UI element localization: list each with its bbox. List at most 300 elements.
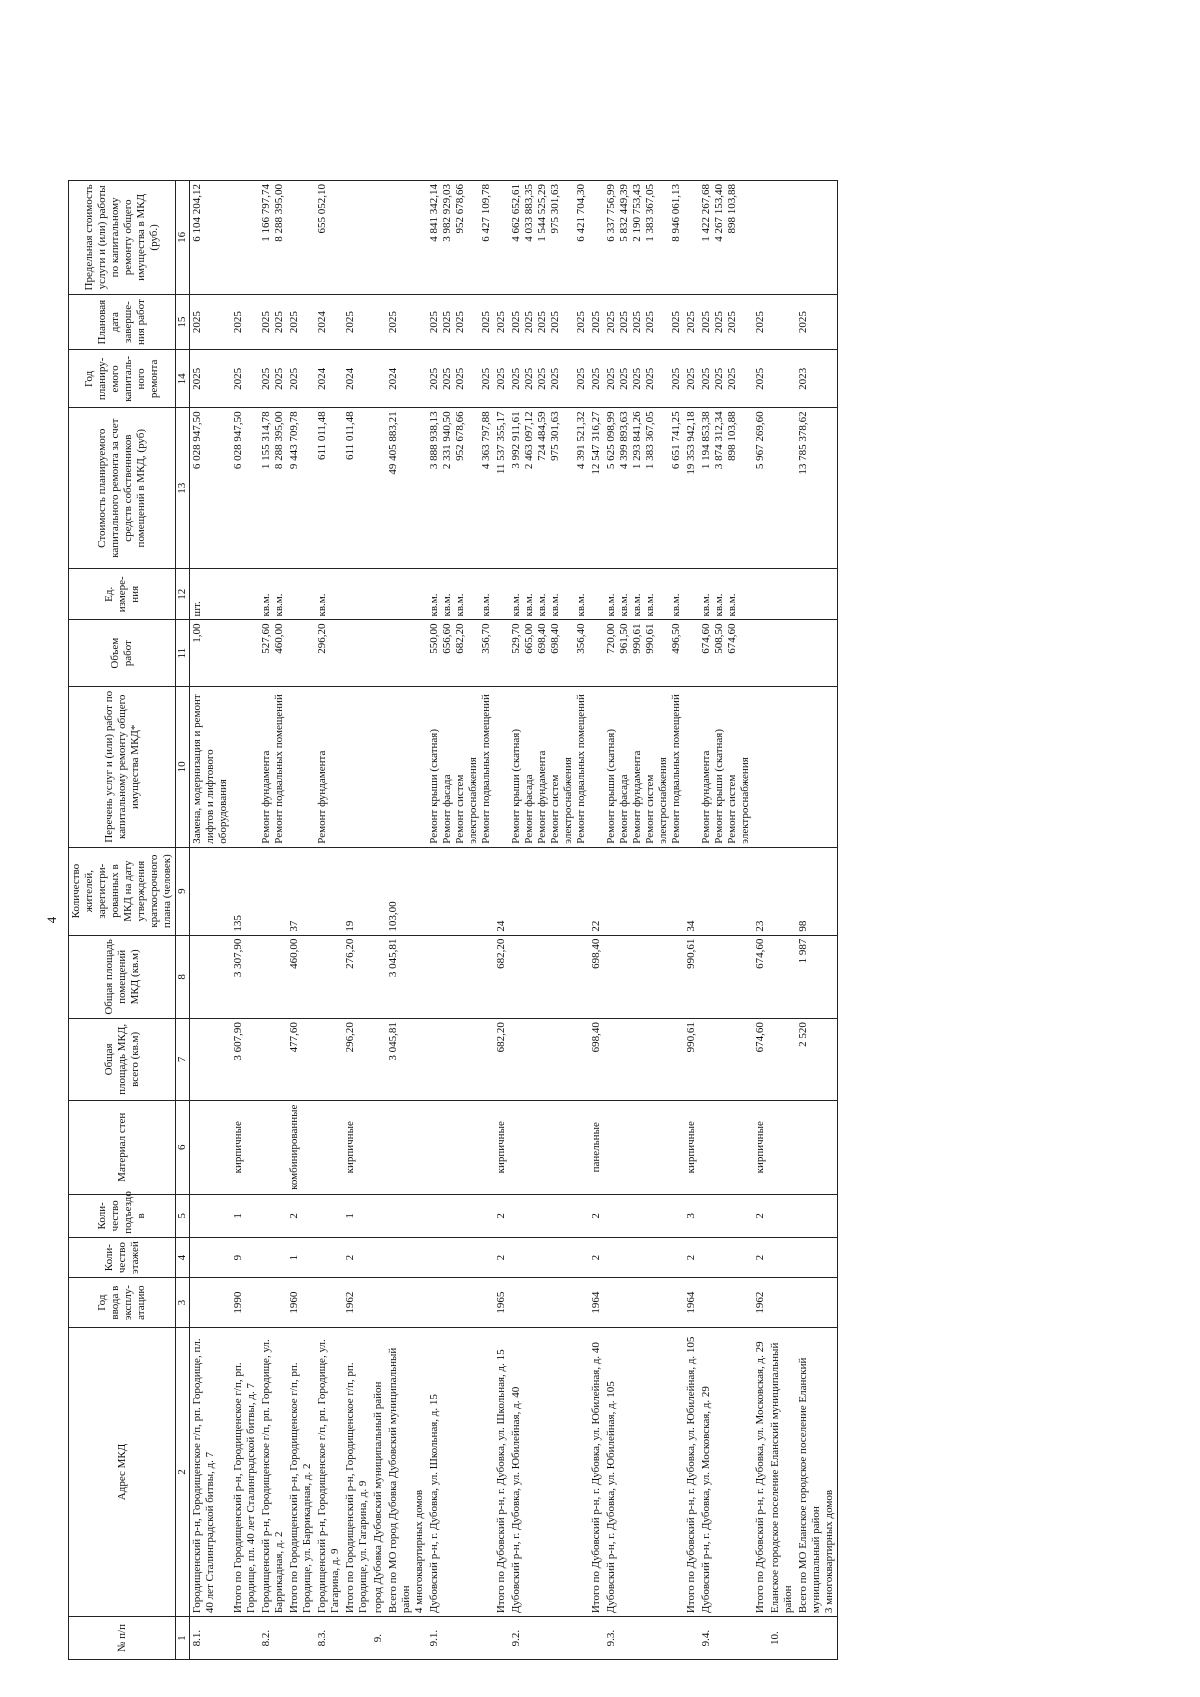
limit-cost-cell: 4 841 342,14 3 982 929,03 952 678,66 6 427 109,78: [427, 181, 494, 295]
end-date-cell: 2025: [796, 294, 838, 350]
column-number: 13: [176, 408, 190, 569]
residents-cell: [509, 847, 589, 935]
plan-year-cell: 2025: [494, 350, 509, 408]
floors-cell: [427, 1237, 494, 1278]
address-cell: Итого по Городищенский р-н, Городищенское г/п, рп. Городище, ул. Баррикадная, д. 2: [287, 1327, 315, 1616]
works-list-cell: Ремонт фундамента Ремонт подвальных помещений: [259, 686, 287, 847]
address-cell: Дубовский р-н, г. Дубовка, ул. Школьная, д. 15: [427, 1327, 494, 1616]
planned-cost-cell: 5 967 269,60: [753, 408, 768, 569]
premises-area-cell: 1 987: [796, 935, 838, 1019]
header-cell: Адрес МКД: [69, 1327, 176, 1616]
row-number: 8.2.: [259, 1617, 287, 1660]
entrances-cell: 1: [343, 1194, 371, 1237]
works-list-cell: [684, 686, 699, 847]
row-number: 9.: [371, 1617, 386, 1660]
header-cell: Материал стен: [69, 1100, 176, 1194]
work-volume-cell: [589, 620, 604, 686]
address-cell: Итого по Дубовский р-н, г. Дубовка, ул. Юбилейная, д. 40: [589, 1327, 604, 1616]
unit-cell: шт.: [190, 569, 232, 620]
unit-cell: [796, 569, 838, 620]
year-cell: [427, 1278, 494, 1327]
column-number: 16: [176, 181, 190, 295]
works-list-cell: [589, 686, 604, 847]
header-cell: Коли-чество этажей: [69, 1237, 176, 1278]
entrances-cell: 2: [494, 1194, 509, 1237]
limit-cost-cell: 6 104 204,12: [190, 181, 232, 295]
column-number: 8: [176, 935, 190, 1019]
total-area-cell: 990,61: [684, 1019, 699, 1100]
total-area-cell: 674,60: [753, 1019, 768, 1100]
work-volume-cell: [753, 620, 768, 686]
row-number: 9.1.: [427, 1617, 494, 1660]
row-number: [231, 1617, 259, 1660]
table-row: [343, 181, 371, 1660]
planned-cost-cell: 1 194 853,38 3 874 312,34 898 103,88: [699, 408, 753, 569]
residents-cell: 23: [753, 847, 768, 935]
floors-cell: [315, 1237, 343, 1278]
address-cell: Еланское городское поселение Еланский муниципальный район: [768, 1327, 796, 1616]
header-cell: Плановая дата заверше-ния работ: [69, 294, 176, 350]
column-number: 5: [176, 1194, 190, 1237]
plan-year-cell: 2025 2025 2025: [699, 350, 753, 408]
work-volume-cell: [343, 620, 371, 686]
header-row: [69, 181, 176, 1660]
plan-year-cell: 2024: [386, 350, 427, 408]
limit-cost-cell: 1 166 797,74 8 288 395,00: [259, 181, 287, 295]
address-cell: Дубовский р-н, г. Дубовка, ул. Юбилейная, д. 105: [604, 1327, 684, 1616]
unit-cell: [589, 569, 604, 620]
end-date-cell: 2025 2025 2025 2025 2025: [604, 294, 684, 350]
total-area-cell: [509, 1019, 589, 1100]
works-list-cell: Ремонт крыши (скатная) Ремонт фасада Ремонт систем электроснабжения Ремонт подвальных помещений: [427, 686, 494, 847]
entrances-cell: [371, 1194, 386, 1237]
plan-year-cell: 2024: [315, 350, 343, 408]
wall-material-cell: [699, 1100, 753, 1194]
limit-cost-cell: [287, 181, 315, 295]
floors-cell: [259, 1237, 287, 1278]
floors-cell: [386, 1237, 427, 1278]
table-row: [386, 181, 427, 1660]
total-area-cell: [315, 1019, 343, 1100]
limit-cost-cell: [768, 181, 796, 295]
work-volume-cell: [287, 620, 315, 686]
residents-cell: [699, 847, 753, 935]
entrances-cell: [699, 1194, 753, 1237]
residents-cell: [190, 847, 232, 935]
row-number: [796, 1617, 838, 1660]
address-cell: Всего по МО Еланское городское поселение Еланский муниципальный район 3 многоквартирных домов: [796, 1327, 838, 1616]
year-cell: [315, 1278, 343, 1327]
wall-material-cell: кирпичные: [684, 1100, 699, 1194]
year-cell: [259, 1278, 287, 1327]
entrances-cell: [386, 1194, 427, 1237]
residents-cell: 135: [231, 847, 259, 935]
wall-material-cell: [768, 1100, 796, 1194]
residents-cell: 22: [589, 847, 604, 935]
row-number: 10.: [768, 1617, 796, 1660]
column-number: 14: [176, 350, 190, 408]
residents-cell: 34: [684, 847, 699, 935]
limit-cost-cell: [231, 181, 259, 295]
entrances-cell: 2: [287, 1194, 315, 1237]
works-list-cell: Ремонт крыши (скатная) Ремонт фасада Ремонт фундамента Ремонт систем электроснабжения Ремонт подвальных помещений: [509, 686, 589, 847]
end-date-cell: 2025 2025: [259, 294, 287, 350]
wall-material-cell: кирпичные: [494, 1100, 509, 1194]
header-cell: Год планиру-емого капиталь-ного ремонта: [69, 350, 176, 408]
row-number: [684, 1617, 699, 1660]
end-date-cell: 2025: [386, 294, 427, 350]
premises-area-cell: [604, 935, 684, 1019]
floors-cell: [604, 1237, 684, 1278]
unit-cell: кв.м.: [315, 569, 343, 620]
end-date-cell: 2025 2025 2025 2025 2025: [509, 294, 589, 350]
limit-cost-cell: 1 422 267,68 4 267 153,40 898 103,88: [699, 181, 753, 295]
unit-cell: кв.м. кв.м. кв.м.: [699, 569, 753, 620]
table-row: [315, 181, 343, 1660]
works-list-cell: Ремонт фундамента: [315, 686, 343, 847]
unit-cell: кв.м. кв.м. кв.м. кв.м.: [427, 569, 494, 620]
residents-cell: [427, 847, 494, 935]
plan-year-cell: 2025 2025 2025 2025: [427, 350, 494, 408]
work-volume-cell: [386, 620, 427, 686]
planned-cost-cell: 3 888 938,13 2 331 940,50 952 678,66 4 363 797,88: [427, 408, 494, 569]
year-cell: [386, 1278, 427, 1327]
planned-cost-cell: 611 011,48: [343, 408, 371, 569]
table-row: [427, 181, 494, 1660]
planned-cost-cell: 5 625 098,99 4 399 893,63 1 293 841,26 1 383 367,05 6 651 741,25: [604, 408, 684, 569]
entrances-cell: 1: [231, 1194, 259, 1237]
year-cell: 1965: [494, 1278, 509, 1327]
premises-area-cell: [190, 935, 232, 1019]
end-date-cell: 2025: [684, 294, 699, 350]
works-list-cell: [371, 686, 386, 847]
floors-cell: 9: [231, 1237, 259, 1278]
planned-cost-cell: 19 353 942,18: [684, 408, 699, 569]
works-list-cell: [231, 686, 259, 847]
end-date-cell: [371, 294, 386, 350]
table-row: [768, 181, 796, 1660]
header-cell: Ед. измере-ния: [69, 569, 176, 620]
total-area-cell: 682,20: [494, 1019, 509, 1100]
row-number: 8.3.: [315, 1617, 343, 1660]
works-list-cell: [768, 686, 796, 847]
limit-cost-cell: [386, 181, 427, 295]
table-row: [604, 181, 684, 1660]
residents-cell: [259, 847, 287, 935]
end-date-cell: 2025 2025 2025 2025: [427, 294, 494, 350]
work-volume-cell: 296,20: [315, 620, 343, 686]
plan-year-cell: 2025 2025: [259, 350, 287, 408]
total-area-cell: 3 607,90: [231, 1019, 259, 1100]
work-volume-cell: [371, 620, 386, 686]
column-number: 10: [176, 686, 190, 847]
table-row: [494, 181, 509, 1660]
address-cell: Итого по Дубовский р-н, г. Дубовка, ул. Юбилейная, д. 105: [684, 1327, 699, 1616]
work-volume-cell: 550,00 656,60 682,20 356,70: [427, 620, 494, 686]
wall-material-cell: кирпичные: [753, 1100, 768, 1194]
entrances-cell: [604, 1194, 684, 1237]
plan-year-cell: 2025 2025 2025 2025 2025: [604, 350, 684, 408]
residents-cell: [768, 847, 796, 935]
table-row: [699, 181, 753, 1660]
premises-area-cell: [371, 935, 386, 1019]
planned-cost-cell: 6 028 947,50: [231, 408, 259, 569]
plan-year-cell: 2025: [231, 350, 259, 408]
entrances-cell: 2: [753, 1194, 768, 1237]
works-list-cell: Замена, модернизация и ремонт лифтов и лифтового оборудования: [190, 686, 232, 847]
row-number: 8.1.: [190, 1617, 232, 1660]
row-number: [343, 1617, 371, 1660]
premises-area-cell: 276,20: [343, 935, 371, 1019]
premises-area-cell: [509, 935, 589, 1019]
address-cell: Дубовский р-н, г. Дубовка, ул. Юбилейная, д. 40: [509, 1327, 589, 1616]
works-list-cell: [287, 686, 315, 847]
wall-material-cell: [371, 1100, 386, 1194]
limit-cost-cell: [796, 181, 838, 295]
header-cell: Предельная стоимость услуги и (или) работы по капитальному ремонту общего имущества в МКД (руб.): [69, 181, 176, 295]
column-number: 6: [176, 1100, 190, 1194]
premises-area-cell: [259, 935, 287, 1019]
planned-cost-cell: 12 547 316,27: [589, 408, 604, 569]
entrances-cell: [190, 1194, 232, 1237]
plan-year-cell: 2025: [589, 350, 604, 408]
table-row: [796, 181, 838, 1660]
planned-cost-cell: 9 443 709,78: [287, 408, 315, 569]
address-cell: Итого по Дубовский р-н, г. Дубовка, ул. Школьная, д. 15: [494, 1327, 509, 1616]
unit-cell: кв.м. кв.м.: [259, 569, 287, 620]
entrances-cell: [796, 1194, 838, 1237]
entrances-cell: [427, 1194, 494, 1237]
floors-cell: 2: [589, 1237, 604, 1278]
floors-cell: [796, 1237, 838, 1278]
premises-area-cell: [768, 935, 796, 1019]
plan-year-cell: 2025 2025 2025 2025 2025: [509, 350, 589, 408]
wall-material-cell: кирпичные: [231, 1100, 259, 1194]
entrances-cell: [259, 1194, 287, 1237]
table-row: [190, 181, 232, 1660]
premises-area-cell: 698,40: [589, 935, 604, 1019]
wall-material-cell: [796, 1100, 838, 1194]
residents-cell: 19: [343, 847, 371, 935]
entrances-cell: [315, 1194, 343, 1237]
address-cell: Дубовский р-н, г. Дубовка, ул. Московская, д. 29: [699, 1327, 753, 1616]
work-volume-cell: 720,00 961,50 990,61 990,61 496,50: [604, 620, 684, 686]
works-list-cell: [796, 686, 838, 847]
works-list-cell: Ремонт крыши (скатная) Ремонт фасада Ремонт фундамента Ремонт систем электроснабжения Ремонт подвальных помещений: [604, 686, 684, 847]
address-cell: Всего по МО город Дубовка Дубовский муниципальный район 4 многоквартирных домов: [386, 1327, 427, 1616]
header-cell: Общая площадь помещений МКД (кв.м): [69, 935, 176, 1019]
total-area-cell: [371, 1019, 386, 1100]
residents-cell: [371, 847, 386, 935]
plan-year-cell: 2025: [190, 350, 232, 408]
year-cell: 1964: [589, 1278, 604, 1327]
row-number: [494, 1617, 509, 1660]
table-row: [287, 181, 315, 1660]
premises-area-cell: 3 307,90: [231, 935, 259, 1019]
year-cell: [699, 1278, 753, 1327]
end-date-cell: 2025: [190, 294, 232, 350]
work-volume-cell: [494, 620, 509, 686]
work-volume-cell: [684, 620, 699, 686]
total-area-cell: [699, 1019, 753, 1100]
address-cell: Городищенский р-н, Городищенское г/п, рп. Городище, ул. Баррикадная, д. 2: [259, 1327, 287, 1616]
work-volume-cell: 1,00: [190, 620, 232, 686]
column-number: 15: [176, 294, 190, 350]
end-date-cell: 2025: [753, 294, 768, 350]
column-number: 2: [176, 1327, 190, 1616]
floors-cell: [699, 1237, 753, 1278]
end-date-cell: 2024: [315, 294, 343, 350]
total-area-cell: 477,60: [287, 1019, 315, 1100]
plan-year-cell: 2025: [287, 350, 315, 408]
header-cell: Перечень услуг и (или) работ по капитальному ремонту общего имущества МКД*: [69, 686, 176, 847]
header-cell: Стоимость планируемого капитального ремонта за счет средств собственников помещений в МКД, (руб): [69, 408, 176, 569]
residents-cell: 98: [796, 847, 838, 935]
residents-cell: [604, 847, 684, 935]
address-cell: Итого по Дубовский р-н, г. Дубовка, ул. Московская, д. 29: [753, 1327, 768, 1616]
floors-cell: 2: [343, 1237, 371, 1278]
works-list-cell: [753, 686, 768, 847]
wall-material-cell: комбинированные: [287, 1100, 315, 1194]
year-cell: [796, 1278, 838, 1327]
row-number: 9.4.: [699, 1617, 753, 1660]
work-volume-cell: [231, 620, 259, 686]
work-volume-cell: [768, 620, 796, 686]
unit-cell: [371, 569, 386, 620]
total-area-cell: 698,40: [589, 1019, 604, 1100]
row-number: 9.2.: [509, 1617, 589, 1660]
year-cell: 1964: [684, 1278, 699, 1327]
floors-cell: 2: [684, 1237, 699, 1278]
column-number: 1: [176, 1617, 190, 1660]
wall-material-cell: [259, 1100, 287, 1194]
limit-cost-cell: [684, 181, 699, 295]
floors-cell: [371, 1237, 386, 1278]
year-cell: 1962: [753, 1278, 768, 1327]
row-number: 9.3.: [604, 1617, 684, 1660]
column-number: 4: [176, 1237, 190, 1278]
end-date-cell: 2025: [589, 294, 604, 350]
limit-cost-cell: [753, 181, 768, 295]
end-date-cell: 2025: [287, 294, 315, 350]
unit-cell: кв.м. кв.м. кв.м. кв.м. кв.м.: [604, 569, 684, 620]
total-area-cell: [604, 1019, 684, 1100]
work-volume-cell: 529,70 665,00 698,40 698,40 356,40: [509, 620, 589, 686]
wall-material-cell: кирпичные: [343, 1100, 371, 1194]
planned-cost-cell: [371, 408, 386, 569]
address-cell: Городищенский р-н, Городищенское г/п, рп. Городище, пл. 40 лет Сталинградской битвы, д. 7: [190, 1327, 232, 1616]
year-cell: [371, 1278, 386, 1327]
plan-year-cell: 2025: [753, 350, 768, 408]
end-date-cell: 2025 2025 2025: [699, 294, 753, 350]
year-cell: [190, 1278, 232, 1327]
document-page: [40, 180, 1090, 1660]
unit-cell: [768, 569, 796, 620]
column-number: 12: [176, 569, 190, 620]
floors-cell: 1: [287, 1237, 315, 1278]
total-area-cell: [427, 1019, 494, 1100]
column-number: 11: [176, 620, 190, 686]
table-row: [371, 181, 386, 1660]
planned-cost-cell: 3 992 911,61 2 463 097,12 724 484,59 975 301,63 4 391 521,32: [509, 408, 589, 569]
floors-cell: [190, 1237, 232, 1278]
unit-cell: [494, 569, 509, 620]
works-list-cell: Ремонт фундамента Ремонт крыши (скатная) Ремонт систем электроснабжения: [699, 686, 753, 847]
unit-cell: [231, 569, 259, 620]
entrances-cell: [768, 1194, 796, 1237]
header-cell: Количество жителей, зарегистри-рованных в МКД на дату утверждения краткосрочного плана (человек): [69, 847, 176, 935]
header-cell: Общая площадь МКД, всего (кв.м): [69, 1019, 176, 1100]
work-volume-cell: 527,60 460,00: [259, 620, 287, 686]
works-list-cell: [343, 686, 371, 847]
residents-cell: [315, 847, 343, 935]
year-cell: [509, 1278, 589, 1327]
floors-cell: [509, 1237, 589, 1278]
wall-material-cell: [604, 1100, 684, 1194]
header-cell: Объем работ: [69, 620, 176, 686]
total-area-cell: [190, 1019, 232, 1100]
address-cell: Итого по Городищенский р-н, Городищенское г/п, рп. Городище, ул. Гагарина, д. 9: [343, 1327, 371, 1616]
unit-cell: [684, 569, 699, 620]
row-number: [287, 1617, 315, 1660]
end-date-cell: 2025: [231, 294, 259, 350]
end-date-cell: [768, 294, 796, 350]
page-number: 4: [44, 916, 59, 924]
works-list-cell: [386, 686, 427, 847]
plan-year-cell: [768, 350, 796, 408]
residents-cell: 37: [287, 847, 315, 935]
plan-year-cell: 2025: [684, 350, 699, 408]
total-area-cell: 296,20: [343, 1019, 371, 1100]
planned-cost-cell: 49 405 883,21: [386, 408, 427, 569]
row-number: [589, 1617, 604, 1660]
work-volume-cell: 674,60 508,50 674,60: [699, 620, 753, 686]
total-area-cell: [768, 1019, 796, 1100]
planned-cost-cell: 13 785 378,62: [796, 408, 838, 569]
total-area-cell: 2 520: [796, 1019, 838, 1100]
planned-cost-cell: 11 537 355,17: [494, 408, 509, 569]
table-row: [509, 181, 589, 1660]
table-row: [259, 181, 287, 1660]
column-number: 7: [176, 1019, 190, 1100]
year-cell: 1990: [231, 1278, 259, 1327]
address-cell: Итого по Городищенский р-н, Городищенское г/п, рп. Городище, пл. 40 лет Сталинградской битвы, д. 7: [231, 1327, 259, 1616]
work-volume-cell: [796, 620, 838, 686]
premises-area-cell: 990,61: [684, 935, 699, 1019]
wall-material-cell: [427, 1100, 494, 1194]
residents-cell: 103,00: [386, 847, 427, 935]
unit-cell: [343, 569, 371, 620]
wall-material-cell: [190, 1100, 232, 1194]
limit-cost-cell: [589, 181, 604, 295]
entrances-cell: [509, 1194, 589, 1237]
premises-area-cell: 460,00: [287, 935, 315, 1019]
wall-material-cell: панельные: [589, 1100, 604, 1194]
unit-cell: [287, 569, 315, 620]
planned-cost-cell: [768, 408, 796, 569]
header-cell: Коли-чество подъездо в: [69, 1194, 176, 1237]
wall-material-cell: [386, 1100, 427, 1194]
premises-area-cell: 3 045,81: [386, 935, 427, 1019]
table-row: [684, 181, 699, 1660]
limit-cost-cell: 655 052,10: [315, 181, 343, 295]
premises-area-cell: [315, 935, 343, 1019]
table-row: [589, 181, 604, 1660]
planned-cost-cell: 6 028 947,50: [190, 408, 232, 569]
year-cell: [768, 1278, 796, 1327]
planned-cost-cell: 1 155 314,78 8 288 395,00: [259, 408, 287, 569]
residents-cell: 24: [494, 847, 509, 935]
